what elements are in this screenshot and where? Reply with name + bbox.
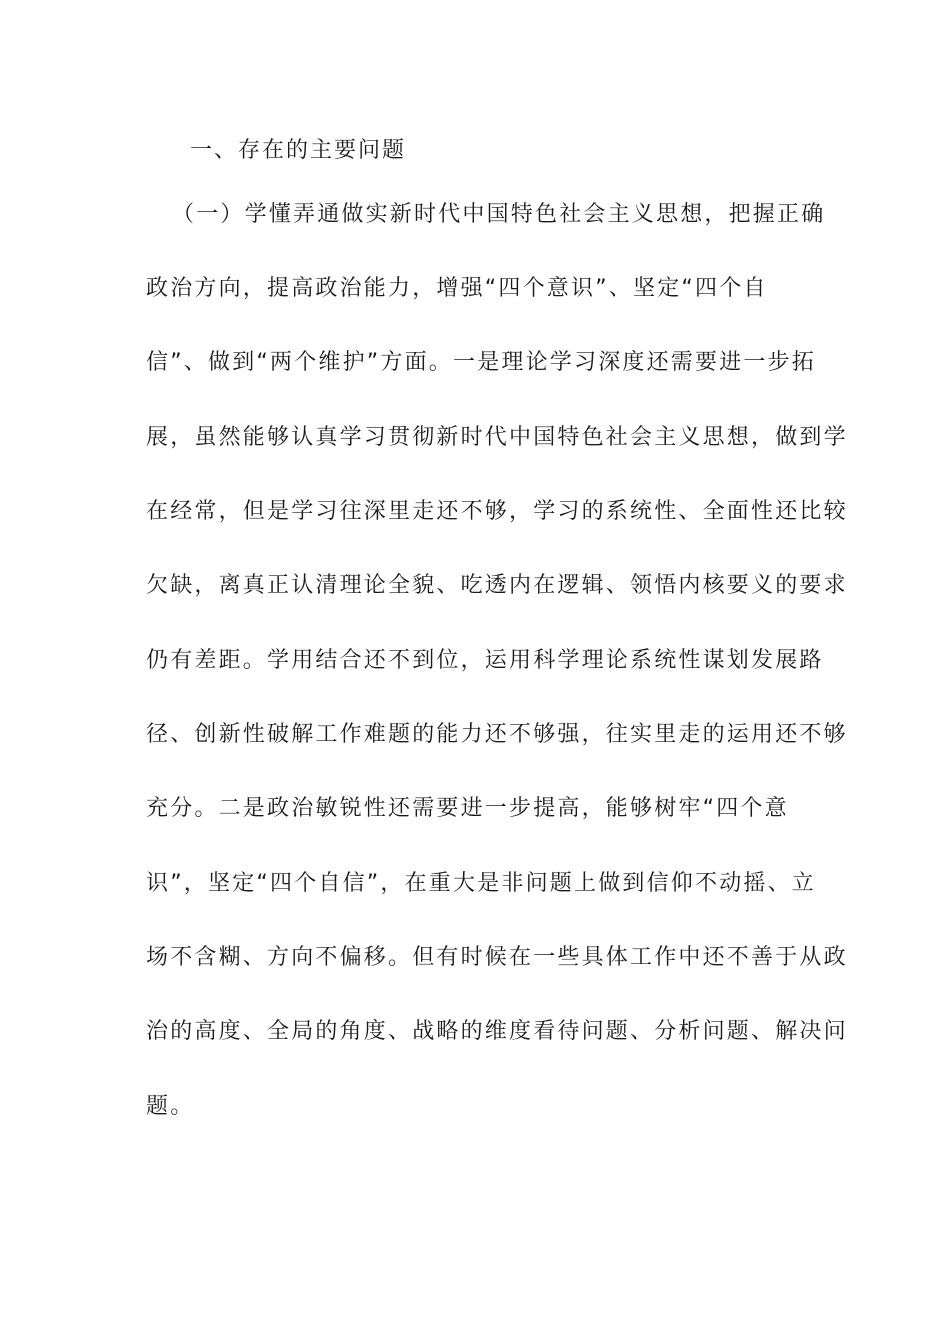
paragraph-line: 场不含糊、方向不偏移。但有时候在一些具体工作中还不善于从政 bbox=[146, 945, 848, 970]
paragraph-line: （一）学懂弄通做实新时代中国特色社会主义思想，把握正确 bbox=[172, 202, 826, 227]
paragraph-line: 在经常，但是学习往深里走还不够，学习的系统性、全面性还比较 bbox=[146, 499, 848, 524]
paragraph-line: 治的高度、全局的角度、战略的维度看待问题、分析问题、解决问 bbox=[146, 1019, 848, 1044]
paragraph-line: 径、创新性破解工作难题的能力还不够强，往实里走的运用还不够 bbox=[146, 722, 848, 747]
paragraph-line: 识”，坚定“四个自信”，在重大是非问题上做到信仰不动摇、立 bbox=[146, 871, 816, 896]
section-heading: 一、存在的主要问题 bbox=[190, 138, 407, 163]
paragraph-line: 信”、做到“两个维护”方面。一是理论学习深度还需要进一步拓 bbox=[146, 350, 816, 375]
paragraph-line: 政治方向，提高政治能力，增强“四个意识”、坚定“四个自 bbox=[146, 276, 768, 301]
paragraph-line: 仍有差距。学用结合还不到位，运用科学理论系统性谋划发展路 bbox=[146, 648, 824, 673]
paragraph-line: 题。 bbox=[146, 1094, 195, 1119]
paragraph-line: 展，虽然能够认真学习贯彻新时代中国特色社会主义思想，做到学 bbox=[146, 425, 848, 450]
paragraph-line: 欠缺，离真正认清理论全貌、吃透内在逻辑、领悟内核要义的要求 bbox=[146, 573, 848, 598]
paragraph-line: 充分。二是政治敏锐性还需要进一步提高，能够树牢“四个意 bbox=[146, 796, 789, 821]
